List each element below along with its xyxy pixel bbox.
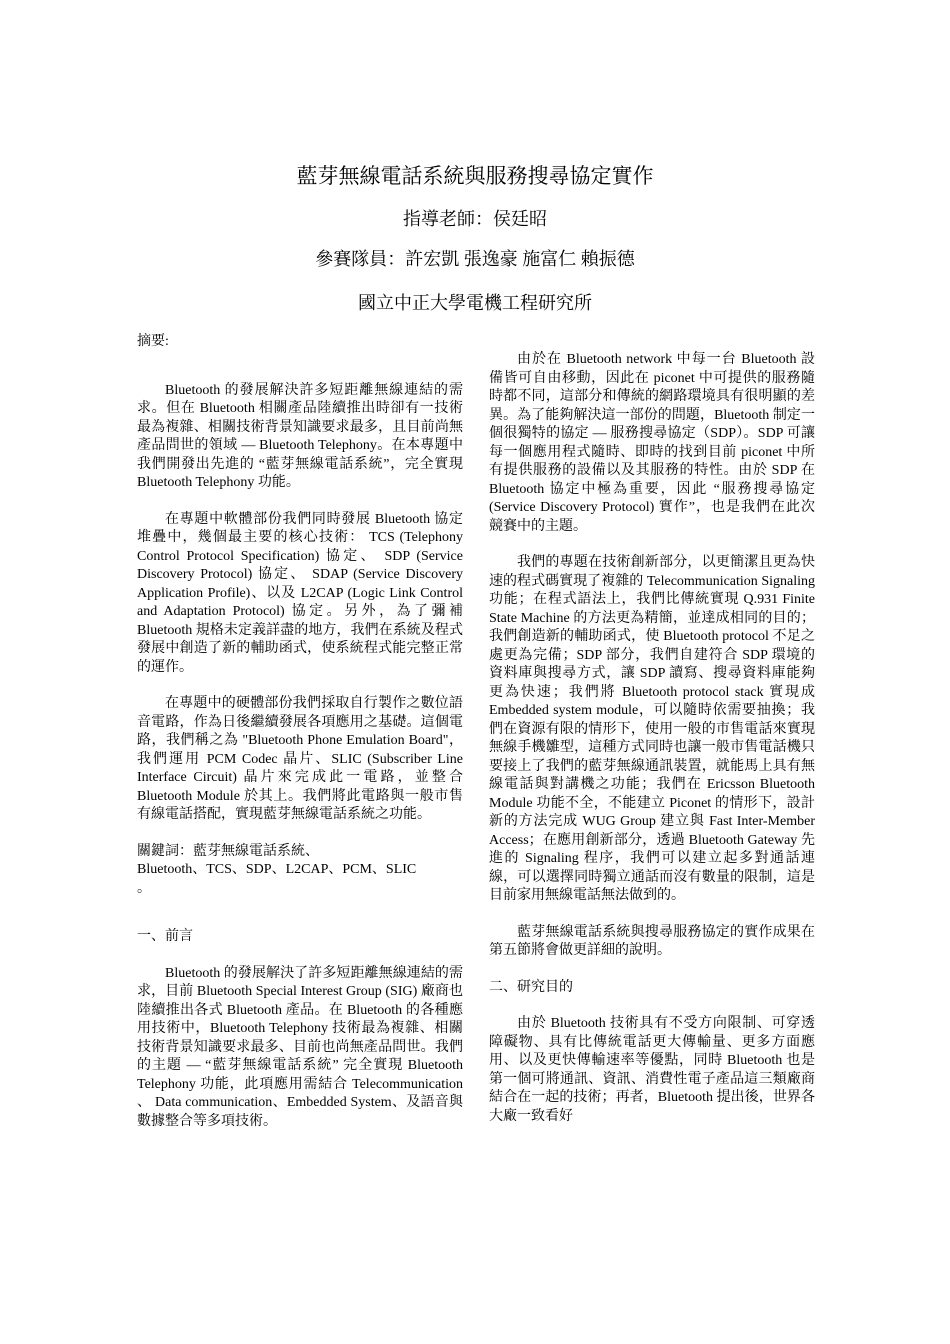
keywords-line-1: 關鍵詞：藍芽無線電話系統、 (137, 843, 319, 859)
abstract-heading: 摘要: (137, 334, 169, 349)
section-2-heading: 二、研究目的 (489, 979, 573, 995)
section-2-paragraph-1: 由於 Bluetooth 技術具有不受方向限制、可穿透障礙物、具有比傳統電話更大傳輸量、更多方面應用、以及更快傳輸速率等優點，同時 Bluetooth 也是第一個可將通訊、資訊、消費性電子產品這三類廠商結合在一起的技術；再者，Bluetooth 提出後，世界各大廠一致看好 (489, 1016, 815, 1124)
right-column (489, 351, 815, 1126)
left-column (137, 333, 463, 1131)
keywords-line-3: 。 (137, 880, 151, 896)
advisor-line: 指導老師：侯廷昭 (403, 209, 547, 229)
team-members-line: 參賽隊員：許宏凱 張逸豪 施富仁 賴振德 (315, 249, 635, 269)
section-1-heading: 一、前言 (137, 929, 193, 944)
right-paragraph-1: 由於在 Bluetooth network 中每一台 Bluetooth 設備皆可自由移動，因此在 piconet 中可提供的服務隨時都不同，這部分和傳統的網路環境具有很明顯的差異。為了能夠解決這一部份的問題，Bluetooth 制定一個很獨特的協定 — 服務搜尋協定（SDP）。SDP 可讓每一個應用程式隨時、即時的找到目前 piconet 中所有提供服務的設備以及其服務的特性。由於 SDP 在 Bluetooth 協定中極為重要，因此 “服務搜尋協定 (Service Discovery Protocol) 實作”，也是我們在此次競賽中的主題。 (489, 352, 815, 534)
abstract-paragraph-3: 在專題中的硬體部份我們採取自行製作之數位語音電路，作為日後繼續發展各項應用之基礎。這個電路，我們稱之為 "Bluetooth Phone Emulation Board"，我們運用 PCM Codec 晶片、SLIC (Subscriber Line Interface Circuit) 晶片來完成此一電路，並整合 Bluetooth Module 於其上。我們將此電路與一般市售有線電話搭配，實現藍芽無線電話系統之功能。 (137, 696, 463, 822)
institution-line: 國立中正大學電機工程研究所 (358, 293, 592, 313)
section-1-paragraph-1: Bluetooth 的發展解決了許多短距離無線連結的需求，目前 Bluetooth Special Interest Group (SIG) 廠商也陸續推出各式 Bluetooth 產品。在 Bluetooth 的各種應用技術中，Bluetooth Telephony 技術最為複雜、相關技術背景知識要求最多、目前也尚無產品問世。我們的主題 — “藍芽無線電話系統” 完全實現 Bluetooth Telephony 功能，此項應用需結合 Telecommunication 、 Data communication、Embedded System、及語音與數據整合等多項技術。 (137, 965, 463, 1129)
abstract-paragraph-2: 在專題中軟體部份我們同時發展 Bluetooth 協定堆疊中，幾個最主要的核心技術： TCS (Telephony Control Protocol Specification) 協定、 SDP (Service Discovery Protocol) 協定、 SDAP (Service Discovery Application Profile)、以及 L2CAP (Logic Link Control and Adaptation Protocol) 協定。另外，為了彌補 Bluetooth 規格未定義詳盡的地方，我們在系統及程式發展中創造了新的輔助函式，使系統程式能完整正常的運作。 (137, 511, 463, 675)
paper-title: 藍芽無線電話系統與服務搜尋協定實作 (296, 164, 654, 188)
right-paragraph-3: 藍芽無線電話系統與搜尋服務協定的實作成果在第五節將會做更詳細的說明。 (489, 924, 815, 958)
keywords-line-2: Bluetooth、TCS、SDP、L2CAP、PCM、SLIC (137, 862, 417, 877)
right-paragraph-2: 我們的專題在技術創新部分，以更簡潔且更為快速的程式碼實現了複雜的 Telecommunication Signaling 功能；在程式語法上，我們比傳統實現 Q.931 Finite State Machine 的方法更為精簡，並達成相同的目的；我們創造新的輔助函式，使 Bluetooth protocol 不足之處更為完備；SDP 部分，我們自建符合 SDP 環境的資料庫與搜尋方式，讓 SDP 讀寫、搜尋資料庫能夠更為快速；我們將 Bluetooth protocol stack 實現成 Embedded system module，可以隨時依需要抽換；我們在資源有限的情形下，使用一般的市售電話來實現無線手機雛型，這種方式同時也讓一般市售電話機只要接上了我們的藍芽無線通訊裝置，就能馬上具有無線電話與對講機之功能；我們在 Ericsson Bluetooth Module 功能不全，不能建立 Piconet 的情形下，設計新的方法完成 WUG Group 建立與 Fast Inter-Member Access；在應用創新部分，透過 Bluetooth Gateway 先進的 Signaling 程序，我們可以建立起多對通話連線，可以選擇同時獨立通話而沒有數量的限制，這是目前家用無線電話無法做到的。 (489, 555, 815, 903)
abstract-paragraph-1: Bluetooth 的發展解決許多短距離無線連結的需求。但在 Bluetooth 相關產品陸續推出時卻有一技術最為複雜、相關技術背景知識要求最多，且目前尚無產品問世的領域 — Bluetooth Telephony。在本專題中我們開發出先進的 “藍芽無線電話系統”，完全實現 Bluetooth Telephony 功能。 (137, 382, 463, 490)
